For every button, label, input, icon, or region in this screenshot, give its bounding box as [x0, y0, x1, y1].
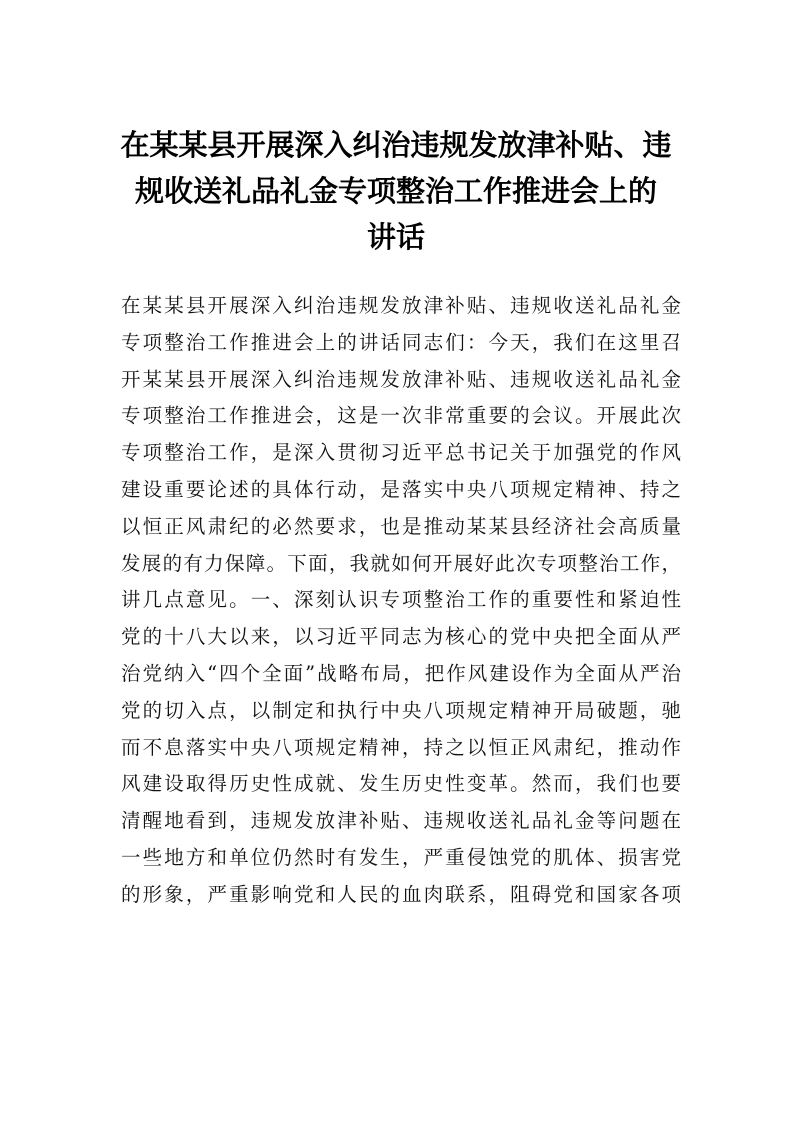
body-line: 以恒正风肃纪的必然要求，也是推动某某县经济社会高质量	[121, 514, 681, 538]
body-line: 风建设取得历史性成就、发生历史性变革。然而，我们也要	[121, 772, 681, 796]
body-line: 而不息落实中央八项规定精神，持之以恒正风肃纪，推动作	[121, 735, 681, 759]
body-line: 的形象，严重影响党和人民的血肉联系，阻碍党和国家各项	[121, 882, 681, 906]
body-line: 发展的有力保障。下面，我就如何开展好此次专项整治工作，	[121, 551, 681, 575]
title-line: 讲话	[366, 220, 425, 254]
body-line: 党的切入点，以制定和执行中央八项规定精神开局破题，驰	[121, 698, 681, 722]
body-line: 清醒地看到，违规发放津补贴、违规收送礼品礼金等问题在	[121, 809, 681, 833]
document-title	[110, 122, 682, 260]
body-line: 讲几点意见。一、深刻认识专项整治工作的重要性和紧迫性	[121, 588, 681, 612]
body-line: 建设重要论述的具体行动，是落实中央八项规定精神、持之	[121, 477, 681, 501]
body-line: 专项整治工作推进会上的讲话同志们：今天，我们在这里召	[121, 330, 681, 354]
body-line: 治党纳入“四个全面”战略布局，把作风建设作为全面从严治	[121, 661, 681, 685]
body-line: 一些地方和单位仍然时有发生，严重侵蚀党的肌体、损害党	[121, 845, 681, 869]
body-line: 开某某县开展深入纠治违规发放津补贴、违规收送礼品礼金	[121, 367, 681, 391]
body-line: 专项整治工作推进会，这是一次非常重要的会议。开展此次	[121, 404, 681, 428]
body-line: 在某某县开展深入纠治违规发放津补贴、违规收送礼品礼金	[121, 294, 681, 317]
body-line: 党的十八大以来，以习近平同志为核心的党中央把全面从严	[121, 625, 681, 649]
body-line: 专项整治工作，是深入贯彻习近平总书记关于加强党的作风	[121, 441, 681, 465]
title-line: 在某某县开展深入纠治违规发放津补贴、违	[120, 128, 672, 162]
title-line: 规收送礼品礼金专项整治工作推进会上的	[134, 174, 657, 208]
document-body	[121, 288, 681, 914]
